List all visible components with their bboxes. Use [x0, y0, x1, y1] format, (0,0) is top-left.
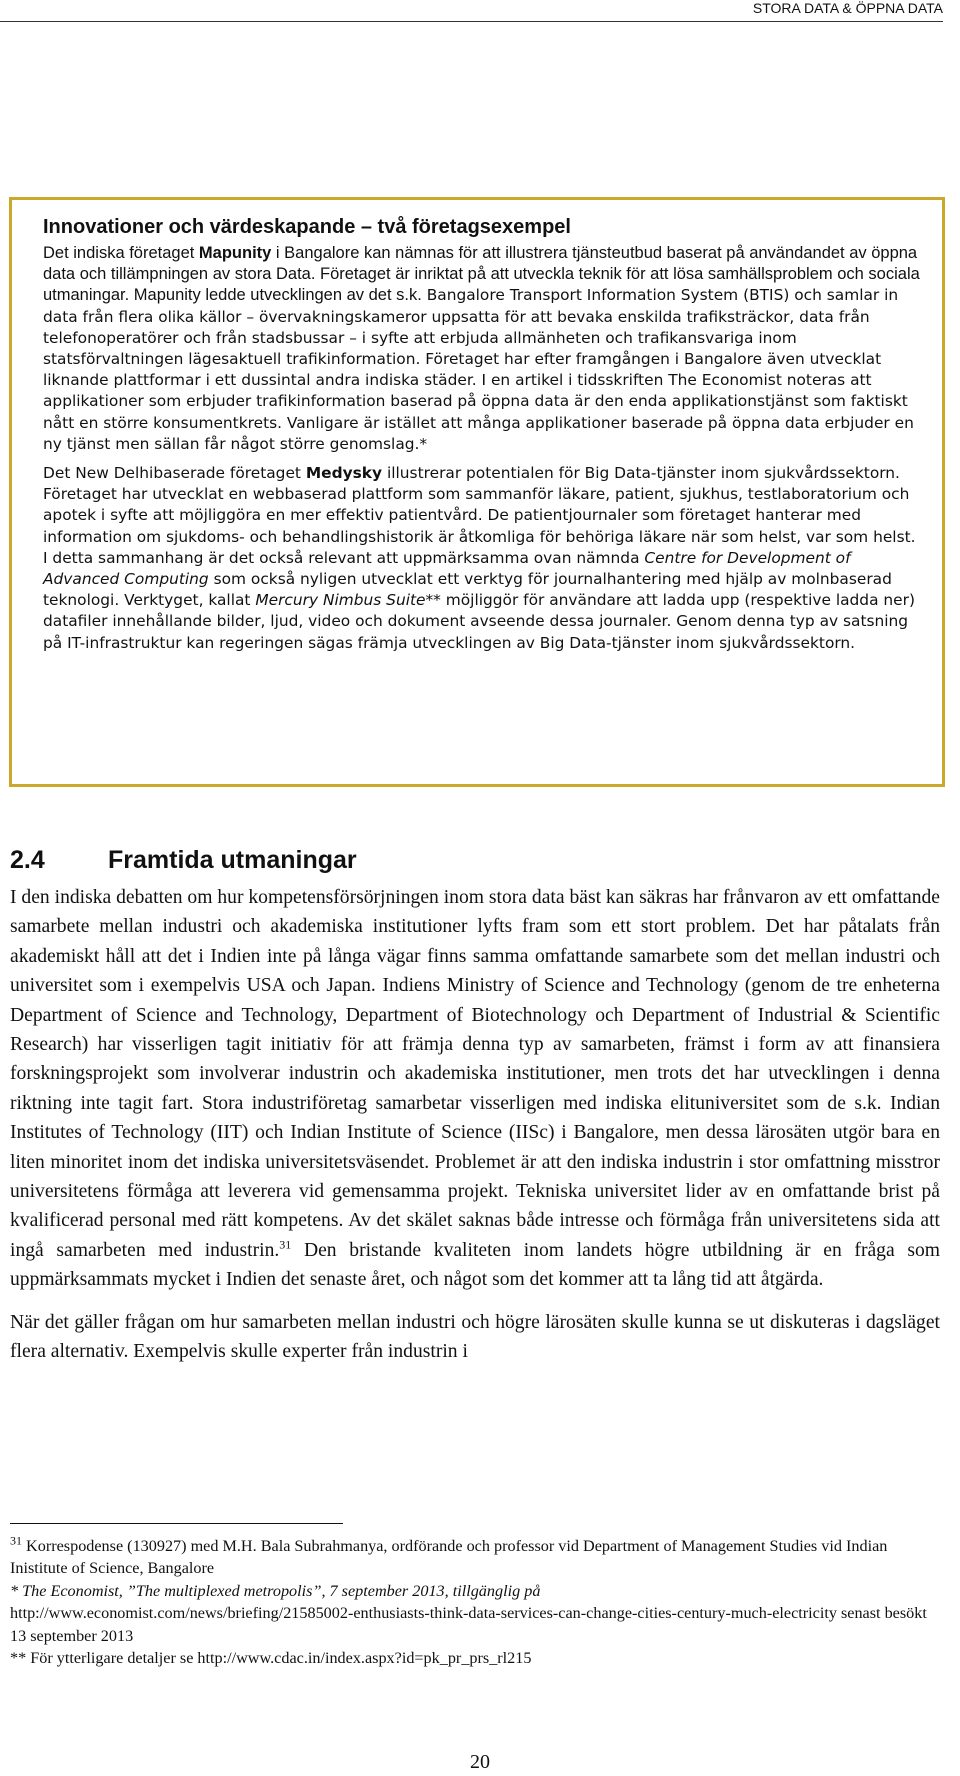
cdac-name: Centre for Development of Advanced Computing	[43, 548, 851, 589]
section-heading	[10, 845, 357, 875]
footnote-star-url[interactable]: http://www.economist.com/news/briefing/21585002-enthusiasts-think-data-services-can-change-cities-century-much-electricity senast besökt 13 september 2013	[10, 1604, 927, 1645]
running-title: STORA DATA & ÖPPNA DATA	[752, 0, 943, 16]
mapunity-name: Mapunity	[198, 244, 272, 262]
info-box-content	[43, 214, 923, 654]
info-box-paragraph-medysky: Det New Delhibaserade företaget Medysky illustrerar potentialen för Big Data-tjänster inom sjukvårdssektorn. Företaget har utvecklat en webbaserad plattform som sammanför läkare, patient, sjukhus, testlaboratorium och apotek i syfte att möjliggöra en mer effektiv patientvård. De patientjournaler som företaget hanterar med information om sjukdoms- och behandlingshistorik är åtkomliga för behöriga läkare när som helst, var som helst. I detta sammanhang är det också relevant att uppmärksamma ovan nämnda Centre for Development of Advanced Computing som också nyligen utvecklat ett verktyg för journalhantering med hjälp av molnbaserad teknologi. Verktyget, kallat Mercury Nimbus Suite** möjliggör för användare att ladda upp (respektive ladda ner) datafiler innehållande bilder, ljud, video och dokument avseende dessa journaler. Genom denna typ av satsning på IT-infrastruktur kan regeringen sägas främja utvecklingen av Big Data-tjänster inom sjukvårdssektorn.	[43, 464, 916, 652]
mapunity-intro: Det indiska företaget Mapunity i Bangalore kan nämnas för att illustrera tjänsteutbud baserat på användandet av öppna data och tillämpningen av stora Data. Företaget är inriktat på att utveckla teknik för att lösa samhällsproblem och sociala utmaningar. Mapunity ledde utvecklingen av det s.k.	[43, 244, 920, 305]
body-paragraph-2: När det gäller frågan om hur samarbeten mellan industri och högre lärosäten skulle kunna se ut diskuteras i dagsläget flera alternativ. Exempelvis skulle experter från industrin i	[10, 1311, 940, 1363]
btis-text: Bangalore Transport Information System (BTIS) och samlar in data från flera olika källor – övervakningskameror uppsatta för att bevaka enskilda trafiksträckor, data från telefonoperatörer och från stadsbussar – i syfte att erbjuda allmänheten och trafikansvariga inom statsförvaltningen lägesaktuell trafikinformation. Företaget har efter framgången i Bangalore även utvecklat liknande plattformar i ett dussintal andra indiska städer. I en artikel i tidsskriften The Economist noteras att applikationer som erbjuder trafikinformation baserad på öppna data är den enda applikationstjänst som faktiskt nått en större konsumentkrets. Vanligare är istället att många applikationer baserade på öppna data erbjuder en ny tjänst men sällan får något större genomslag.*	[43, 286, 914, 453]
body-paragraph-1: I den indiska debatten om hur kompetensförsörjningen inom stora data bäst kan säkras har frånvaron av ett omfattande samarbete mellan industri och akademiska institutioner lyfts fram som ett stort problem. Det har påtalats från akademiskt håll att det i Indien inte på långa vägar finns samma omfattande samarbete som det mellan industri och universitet som i exempelvis USA och Japan. Indiens Ministry of Science and Technology (genom de tre enheterna Department of Science and Technology, Department of Biotechnology och Department of Industrial & Scientific Research) har visserligen tagit initiativ för att främja denna typ av samarbeten, främst i form av att finansiera forskningsprojekt som involverar industrin och akademiska institutioner, men trots det har utvecklingen i denna riktning inte tagit fart. Stora industriföretag samarbetar visserligen med indiska elituniversitet som de s.k. Indian Institutes of Technology (IIT) och Indian Institute of Science (IISc) i Bangalore, men dessa lärosäten utgör bara en liten minoritet inom det indiska universitetsväsendet. Problemet är att den indiska industrin i stor omfattning misstror universitetens förmåga att leverera vid gemensamma projekt. Tekniska universitet lider av en omfattande brist på kvalificerad personal med rätt kompetens. Av det skälet saknas både intresse och förmåga från universitetens sida att ingå samarbeten med industrin.$^{31}$ Den bristande kvaliteten inom landets högre utbildning är en fråga som uppmärksammats mycket i Indien det senaste året, och något som det kommer att ta lång tid att åtgärda.	[10, 887, 940, 1291]
medysky-name: Medysky	[305, 464, 383, 483]
info-box-paragraph-mapunity	[43, 243, 923, 455]
running-header	[0, 0, 943, 22]
footnote-31: $^{31}$ Korrespodense (130927) med M.H. Bala Subrahmanya, ordförande och professor vid Department of Management Studies vid Indian Inistitute of Science, Bangalore	[10, 1533, 888, 1578]
footnote-ref-31[interactable]: 31	[279, 1237, 292, 1252]
footnotes	[10, 1535, 940, 1669]
mercury-nimbus-name: Mercury Nimbus Suite	[255, 591, 426, 610]
footnote-divider	[10, 1523, 343, 1524]
footnote-star: * The Economist, ”The multiplexed metropolis”, 7 september 2013, tillgänglig på	[10, 1581, 541, 1600]
section-title: Framtida utmaningar	[108, 846, 357, 874]
page-number: 20	[470, 1751, 490, 1773]
body-text	[10, 883, 940, 1367]
section-number: 2.4	[10, 846, 45, 874]
info-box-title: Innovationer och värdeskapande – två företagsexempel	[43, 216, 571, 238]
footnote-double-star[interactable]: ** För ytterligare detaljer se http://www.cdac.in/index.aspx?id=pk_pr_prs_rl215	[10, 1649, 532, 1668]
info-box	[9, 197, 945, 787]
